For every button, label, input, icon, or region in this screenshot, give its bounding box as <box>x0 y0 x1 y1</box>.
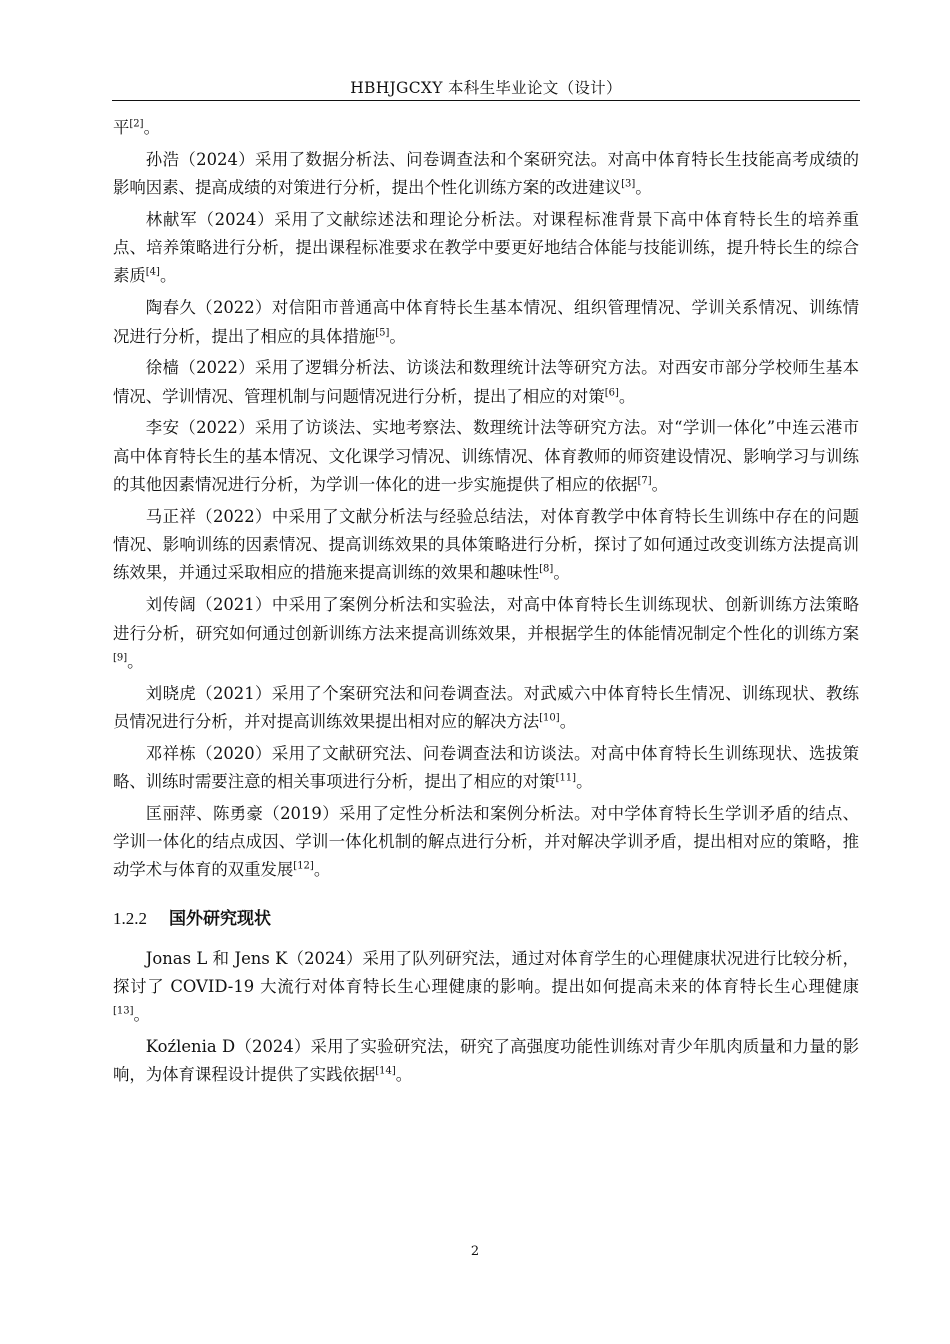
paragraph <box>113 414 859 499</box>
citation-ref: [12] <box>293 860 314 872</box>
paragraph <box>113 1033 859 1090</box>
paragraph-text: 李安（2022）采用了访谈法、实地考察法、数理统计法等研究方法。对“学训一体化”中连云港市高中体育特长生的基本情况、文化课学习情况、训练情况、体育教师的师资建设情况、影响学习与训练的其他因素情况进行分析，为学训一体化的进一步实施提供了相应的依据 <box>113 418 859 495</box>
paragraph-text: 平 <box>113 118 130 137</box>
paragraph-text: 刘传阔（2021）中采用了案例分析法和实验法，对高中体育特长生训练现状、创新训练方法策略进行分析，研究如何通过创新训练方法来提高训练效果，并根据学生的体能情况制定个性化的训练方案 <box>113 595 859 643</box>
paragraph-text: 林献军（2024）采用了文献综述法和理论分析法。对课程标准背景下高中体育特长生的培养重点、培养策略进行分析，提出课程标准要求在教学中要更好地结合体能与技能训练，提升特长生的综合素质 <box>113 209 859 286</box>
paragraph-end: 。 <box>389 326 406 346</box>
paragraph-end: 。 <box>395 1065 413 1085</box>
citation-ref: [7] <box>637 475 652 487</box>
paragraph <box>113 740 859 797</box>
citation-ref: [4] <box>145 267 160 279</box>
header-rule <box>112 100 860 101</box>
paragraph <box>113 146 859 203</box>
main-content <box>113 114 859 1090</box>
domestic-research-paragraphs <box>113 114 859 885</box>
paragraph <box>113 680 859 737</box>
paragraph <box>113 945 859 1030</box>
paragraph-end: 。 <box>635 178 652 198</box>
paragraph <box>113 206 859 291</box>
paragraph <box>113 591 859 676</box>
paragraph <box>113 354 859 411</box>
section-heading <box>113 905 859 933</box>
page-number: 2 <box>470 1244 480 1259</box>
citation-ref: [8] <box>539 563 554 575</box>
citation-ref: [9] <box>113 652 128 664</box>
paragraph-end: 。 <box>127 651 144 671</box>
paragraph-end: 。 <box>159 266 177 286</box>
paragraph <box>113 114 859 142</box>
citation-ref: [6] <box>604 387 619 399</box>
paragraph-text: Jonas L 和 Jens K（2024）采用了队列研究法，通过对体育学生的心理健康状况进行比较分析，探讨了 COVID-19 大流行对体育特长生心理健康的影响。提出如何提高未来的体育特长生心理健康 <box>113 948 859 997</box>
paragraph-end: 。 <box>618 386 636 406</box>
citation-ref: [10] <box>539 712 560 724</box>
section-title: 国外研究现状 <box>169 908 271 929</box>
paragraph-text: 孙浩（2024）采用了数据分析法、问卷调查法和个案研究法。对高中体育特长生技能高考成绩的影响因素、提高成绩的对策进行分析，提出个性化训练方案的改进建议 <box>113 149 859 198</box>
paragraph <box>113 800 859 885</box>
paragraph-end: 。 <box>559 711 577 731</box>
paragraph-text: 陶春久（2022）对信阳市普通高中体育特长生基本情况、组织管理情况、学训关系情况、训练情况进行分析，提出了相应的具体措施 <box>113 298 859 346</box>
paragraph-end: 。 <box>553 563 570 583</box>
paragraph-text: 匡丽萍、陈勇豪（2019）采用了定性分析法和案例分析法。对中学体育特长生学训矛盾的结点、学训一体化的结点成因、学训一体化机制的解点进行分析，并对解决学训矛盾，提出相对应的策略，推动学术与体育的双重发展 <box>113 803 859 880</box>
citation-ref: [11] <box>555 772 577 784</box>
paragraph-end: 。 <box>576 772 593 792</box>
citation-ref: [2] <box>129 118 144 130</box>
paragraph-end: 。 <box>133 1005 150 1025</box>
foreign-research-paragraphs <box>113 945 859 1090</box>
paragraph-text: 徐樯（2022）采用了逻辑分析法、访谈法和数理统计法等研究方法。对西安市部分学校师生基本情况、学训情况、管理机制与问题情况进行分析，提出了相应的对策 <box>113 358 859 406</box>
paragraph-end: 。 <box>143 118 160 137</box>
paragraph-text: Koźlenia D（2024）采用了实验研究法，研究了高强度功能性训练对青少年肌肉质量和力量的影响，为体育课程设计提供了实践依据 <box>113 1037 859 1085</box>
citation-ref: [13] <box>113 1005 134 1017</box>
paragraph-text: 邓祥栋（2020）采用了文献研究法、问卷调查法和访谈法。对高中体育特长生训练现状、选拔策略、训练时需要注意的相关事项进行分析，提出了相应的对策 <box>113 743 859 792</box>
citation-ref: [5] <box>375 327 390 339</box>
paragraph-end: 。 <box>313 860 331 880</box>
citation-ref: [3] <box>621 178 636 190</box>
paragraph-end: 。 <box>651 475 669 495</box>
citation-ref: [14] <box>375 1065 396 1077</box>
paragraph-text: 刘晓虎（2021）采用了个案研究法和问卷调查法。对武威六中体育特长生情况、训练现状、教练员情况进行分析，并对提高训练效果提出相对应的解决方法 <box>113 683 859 731</box>
paragraph <box>113 294 859 351</box>
paragraph-text: 马正祥（2022）中采用了文献分析法与经验总结法，对体育教学中体育特长生训练中存在的问题情况、影响训练的因素情况、提高训练效果的具体策略进行分析，探讨了如何通过改变训练方法提高训练效果，并通过采取相应的措施来提高训练的效果和趣味性 <box>113 506 859 583</box>
page-header-title: HBHJGCXY 本科生毕业论文（设计） <box>350 79 622 97</box>
paragraph <box>113 503 859 588</box>
section-number: 1.2.2 <box>113 908 147 928</box>
